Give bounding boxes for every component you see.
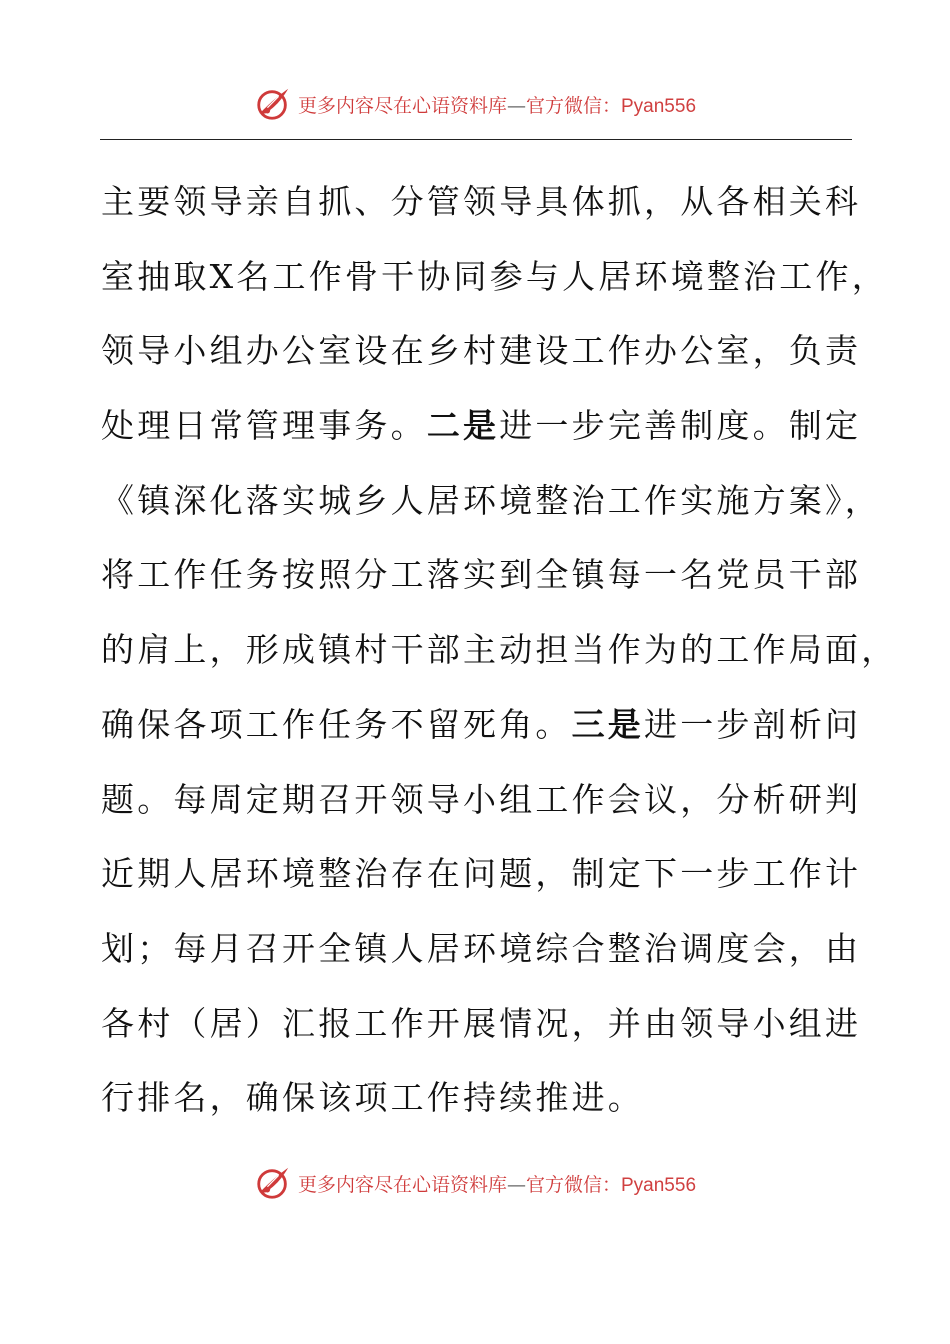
text-line: 室抽取X名工作骨干协同参与人居环境整治工作， xyxy=(101,256,888,296)
text-line: 的肩上，形成镇村干部主动担当作为的工作局面， xyxy=(101,630,898,670)
text-line: 领导小组办公室设在乡村建设工作办公室，负责 xyxy=(101,331,862,371)
text-line: 确保各项工作任务不留死角。三是进一步剖析问 xyxy=(101,704,862,744)
footer-banner xyxy=(0,1163,950,1203)
quill-logo-icon xyxy=(254,85,292,123)
text-line: 近期人居环境整治存在问题，制定下一步工作计 xyxy=(101,854,862,894)
text-line: 处理日常管理事务。二是进一步完善制度。制定 xyxy=(101,406,862,446)
text-line: 行排名，确保该项工作持续推进。 xyxy=(101,1078,644,1118)
text-line: 主要领导亲自抓、分管领导具体抓，从各相关科 xyxy=(101,182,862,221)
body-paragraph xyxy=(101,165,898,1136)
text-line: 将工作任务按照分工落实到全镇每一名党员干部 xyxy=(101,555,862,595)
text-line: 划；每月召开全镇人居环境综合整治调度会，由 xyxy=(101,928,862,968)
text-line: 题。每周定期召开领导小组工作会议，分析研判 xyxy=(101,779,862,819)
text-line: 《镇深化落实城乡人居环境整治工作实施方案》， xyxy=(101,480,881,520)
quill-logo-icon xyxy=(254,1164,292,1202)
text-line: 各村（居）汇报工作开展情况，并由领导小组进 xyxy=(101,1003,862,1043)
header-rule xyxy=(100,139,852,140)
banner-text: 更多内容尽在心语资料库—官方微信：Pyan556 xyxy=(297,94,697,117)
header-banner xyxy=(0,84,950,124)
bold-lead: 二是 xyxy=(426,406,500,446)
bold-lead: 三是 xyxy=(571,704,645,744)
banner-text: 更多内容尽在心语资料库—官方微信：Pyan556 xyxy=(297,1173,697,1196)
